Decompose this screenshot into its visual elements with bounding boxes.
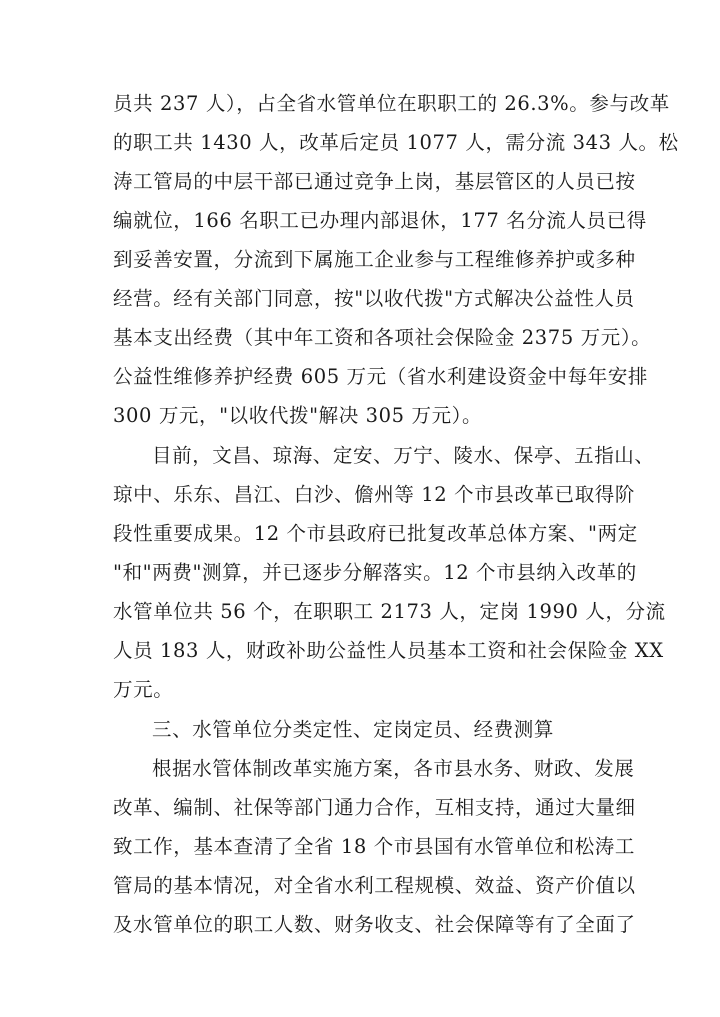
text-line: 基本支出经费（其中年工资和各项社会保险金 2375 万元）。 bbox=[113, 326, 652, 349]
text-line: 员共 237 人），占全省水管单位在职职工的 26.3%。参与改革 bbox=[113, 92, 670, 115]
text-line: 经营。经有关部门同意，按"以收代拨"方式解决公益性人员 bbox=[113, 287, 635, 310]
text-line: 涛工管局的中层干部已通过竞争上岗，基层管区的人员已按 bbox=[113, 170, 636, 193]
text-line: 公益性维修养护经费 605 万元（省水利建设资金中每年安排 bbox=[113, 365, 649, 388]
text-line: 致工作，基本查清了全省 18 个市县国有水管单位和松涛工 bbox=[113, 835, 636, 858]
paragraph-first-line: 目前，文昌、琼海、定安、万宁、陵水、保亭、五指山、 bbox=[152, 444, 655, 467]
text-line: 段性重要成果。12 个市县政府已批复改革总体方案、"两定 bbox=[113, 522, 638, 545]
text-line: 人员 183 人，财政补助公益性人员基本工资和社会保险金 XX bbox=[113, 639, 664, 662]
text-line: 万元。 bbox=[113, 678, 174, 701]
text-line: 管局的基本情况，对全省水利工程规模、效益、资产价值以 bbox=[113, 874, 636, 897]
text-line: 琼中、乐东、昌江、白沙、儋州等 12 个市县改革已取得阶 bbox=[113, 483, 636, 506]
text-line: 编就位，166 名职工已办理内部退休，177 名分流人员已得 bbox=[113, 209, 647, 232]
text-line: 及水管单位的职工人数、财务收支、社会保障等有了全面了 bbox=[113, 913, 636, 936]
text-line: 的职工共 1430 人，改革后定员 1077 人，需分流 343 人。松 bbox=[113, 131, 679, 154]
section-heading: 三、水管单位分类定性、定岗定员、经费测算 bbox=[152, 718, 555, 741]
text-line: 到妥善安置，分流到下属施工企业参与工程维修养护或多种 bbox=[113, 248, 636, 271]
text-line: 300 万元，"以收代拨"解决 305 万元）。 bbox=[113, 404, 483, 427]
text-line: 改革、编制、社保等部门通力合作，互相支持，通过大量细 bbox=[113, 796, 636, 819]
paragraph-first-line: 根据水管体制改革实施方案，各市县水务、财政、发展 bbox=[152, 757, 635, 780]
text-line: "和"两费"测算，并已逐步分解落实。12 个市县纳入改革的 bbox=[113, 561, 637, 584]
text-line: 水管单位共 56 个，在职职工 2173 人，定岗 1990 人，分流 bbox=[113, 600, 666, 623]
